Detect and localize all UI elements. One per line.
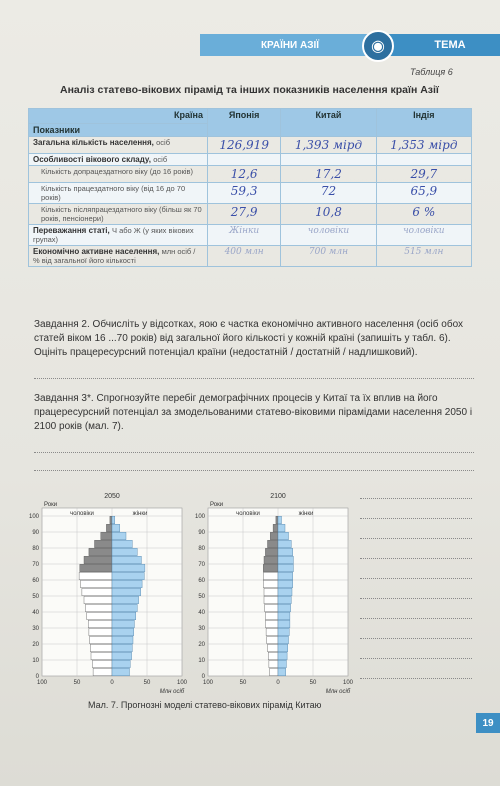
cell-china: 17,2: [281, 166, 376, 183]
y-tick-label: 60: [198, 578, 205, 584]
male-bar: [273, 524, 278, 531]
cell-china: [281, 154, 376, 166]
legend-female: жінки: [132, 511, 148, 517]
male-bar: [95, 540, 113, 547]
female-bar: [112, 540, 132, 547]
answer-line: [360, 678, 472, 679]
male-bar: [263, 572, 278, 579]
x-tick-label: 100: [202, 680, 214, 686]
female-bar: [112, 596, 139, 603]
row-sublabel: млн осіб / % від загальної його кількості: [33, 247, 196, 265]
cell-india: 65,9: [376, 183, 471, 204]
cell-japan: 59,3: [208, 183, 281, 204]
male-bar: [87, 612, 112, 619]
female-bar: [112, 652, 132, 659]
table-row: [29, 166, 472, 183]
male-bar: [89, 628, 112, 635]
female-bar: [278, 604, 291, 611]
male-bar: [79, 572, 112, 579]
row-indicator: [29, 183, 208, 204]
chart-title: 2050: [104, 493, 120, 500]
stats-table: [28, 108, 472, 267]
figure-caption: Мал. 7. Прогнозні моделі статево-вікових пірамід Китаю: [88, 700, 322, 710]
male-bar: [101, 532, 112, 539]
x-tick-label: 50: [73, 680, 81, 686]
answer-line: [360, 538, 472, 539]
answer-line: [360, 598, 472, 599]
x-tick-label: 100: [176, 680, 188, 686]
row-label: Особливості вікового складу,: [33, 155, 151, 164]
male-bar: [265, 548, 278, 555]
female-bar: [112, 668, 130, 675]
cell-japan: 27,9: [208, 204, 281, 225]
answer-line: [360, 558, 472, 559]
y-tick-label: 10: [198, 658, 205, 664]
male-bar: [270, 668, 278, 675]
cell-japan: [208, 154, 281, 166]
chart-title: 2100: [270, 493, 286, 500]
header-country: Країна: [29, 109, 208, 124]
cell-japan: 400 млн: [208, 246, 281, 267]
y-tick-label: 0: [201, 674, 205, 680]
row-sublabel: осіб: [153, 155, 168, 164]
male-bar: [266, 628, 278, 635]
female-bar: [278, 620, 290, 627]
header-india: Індія: [376, 109, 471, 137]
female-bar: [278, 588, 292, 595]
y-tick-label: 50: [32, 594, 39, 600]
answer-line: [360, 658, 472, 659]
male-bar: [82, 588, 112, 595]
male-bar: [268, 540, 279, 547]
male-bar: [264, 596, 278, 603]
female-bar: [278, 572, 293, 579]
male-bar: [93, 668, 112, 675]
female-bar: [112, 636, 133, 643]
female-bar: [278, 652, 287, 659]
female-bar: [112, 532, 126, 539]
x-axis-label: Млн осіб: [159, 689, 185, 695]
x-tick-label: 0: [276, 680, 280, 686]
answer-line: [34, 378, 474, 379]
female-bar: [112, 660, 130, 667]
cell-india: [376, 154, 471, 166]
answer-line: [360, 638, 472, 639]
female-bar: [278, 564, 293, 571]
x-tick-label: 50: [239, 680, 247, 686]
x-tick-label: 100: [342, 680, 354, 686]
globe-icon: ◉: [362, 30, 394, 62]
female-bar: [112, 644, 132, 651]
cell-japan: 126,919: [208, 137, 281, 154]
female-bar: [278, 532, 289, 539]
cell-india: 515 млн: [376, 246, 471, 267]
male-bar: [80, 564, 112, 571]
x-tick-label: 50: [143, 680, 151, 686]
female-bar: [278, 580, 293, 587]
y-axis-label: Роки: [44, 502, 58, 508]
y-tick-label: 50: [198, 594, 205, 600]
row-sublabel: осіб: [156, 138, 170, 147]
male-bar: [276, 516, 278, 523]
female-bar: [278, 628, 289, 635]
female-bar: [112, 612, 136, 619]
row-sublabel: Ч або Ж (у яких вікових групах): [33, 226, 194, 244]
y-tick-label: 40: [32, 610, 39, 616]
female-bar: [278, 668, 286, 675]
female-bar: [112, 628, 134, 635]
y-tick-label: 100: [194, 514, 205, 520]
y-axis-label: Роки: [210, 502, 224, 508]
male-bar: [90, 636, 112, 643]
row-label: Переважання статі,: [33, 226, 110, 235]
table-number: Таблиця 6: [410, 67, 453, 77]
y-tick-label: 60: [32, 578, 39, 584]
male-bar: [265, 620, 278, 627]
female-bar: [112, 604, 137, 611]
x-tick-label: 0: [110, 680, 114, 686]
row-indicator: [29, 137, 208, 154]
answer-line: [360, 618, 472, 619]
male-bar: [267, 636, 278, 643]
answer-line: [34, 452, 474, 453]
y-tick-label: 70: [198, 562, 205, 568]
legend-male: чоловіки: [70, 511, 94, 517]
table-row: [29, 183, 472, 204]
cell-india: 1,353 мірд: [376, 137, 471, 154]
female-bar: [278, 596, 291, 603]
y-tick-label: 20: [198, 642, 205, 648]
task-2-text: Завдання 2. Обчисліть у відсотках, яою є частка економічно активного населення (осіб обох статей віком 16 ...70 років) від загальної його кількості у кожній країні (запишіть у табл. 6). Оцініть працересурсний потенціал країни (недостатній / достатній / надлишковий).: [34, 319, 464, 358]
male-bar: [89, 548, 112, 555]
table-row: [29, 154, 472, 166]
table-title: Аналіз статево-вікових пірамід та інших показників населення країн Азії: [60, 84, 439, 96]
cell-china: 700 млн: [281, 246, 376, 267]
header-china: Китай: [281, 109, 376, 137]
male-bar: [91, 652, 112, 659]
y-tick-label: 80: [32, 546, 39, 552]
cell-china: 10,8: [281, 204, 376, 225]
section-title: КРАЇНИ АЗІЇ: [200, 34, 380, 56]
row-sublabel: Кількість післяпрацездатного віку (більш як 70 років, пенсіонери): [41, 205, 202, 223]
female-bar: [278, 516, 282, 523]
cell-china: 72: [281, 183, 376, 204]
table-row: [29, 204, 472, 225]
female-bar: [112, 516, 115, 523]
row-sublabel: Кількість допрацездатного віку (до 16 років): [41, 167, 194, 176]
male-bar: [92, 660, 112, 667]
y-tick-label: 20: [32, 642, 39, 648]
female-bar: [278, 636, 289, 643]
y-tick-label: 90: [32, 530, 39, 536]
female-bar: [112, 524, 120, 531]
row-indicator: [29, 154, 208, 166]
y-tick-label: 40: [198, 610, 205, 616]
male-bar: [81, 580, 113, 587]
row-label: Економічно активне населення,: [33, 247, 160, 256]
population-pyramids: [28, 480, 360, 695]
female-bar: [112, 556, 141, 563]
male-bar: [268, 644, 279, 651]
male-bar: [265, 612, 278, 619]
female-bar: [112, 580, 142, 587]
female-bar: [278, 556, 293, 563]
row-indicator: [29, 225, 208, 246]
answer-line: [360, 578, 472, 579]
male-bar: [84, 556, 112, 563]
cell-india: 29,7: [376, 166, 471, 183]
male-bar: [90, 644, 112, 651]
x-axis-label: Млн осіб: [325, 689, 351, 695]
y-tick-label: 100: [28, 514, 39, 520]
section-tag: ТЕМА: [434, 39, 466, 51]
male-bar: [270, 532, 278, 539]
cell-japan: Жінки: [208, 225, 281, 246]
answer-line: [360, 498, 472, 499]
row-sublabel: Кількість працездатного віку (від 16 до 70 років): [41, 184, 186, 202]
male-bar: [263, 564, 278, 571]
female-bar: [112, 620, 134, 627]
cell-india: чоловіки: [376, 225, 471, 246]
male-bar: [85, 604, 112, 611]
answer-line: [360, 518, 472, 519]
table-row: [29, 137, 472, 154]
male-bar: [88, 620, 112, 627]
female-bar: [278, 644, 288, 651]
cell-china: чоловіки: [281, 225, 376, 246]
y-tick-label: 70: [32, 562, 39, 568]
row-indicator: [29, 246, 208, 267]
answer-line: [34, 470, 474, 471]
male-bar: [106, 524, 112, 531]
table-row: [29, 246, 472, 267]
row-label: Загальна кількість населення,: [33, 138, 154, 147]
male-bar: [268, 652, 278, 659]
y-tick-label: 0: [35, 674, 39, 680]
female-bar: [112, 564, 145, 571]
header-indicators: Показники: [29, 124, 208, 137]
y-tick-label: 90: [198, 530, 205, 536]
legend-female: жінки: [298, 511, 314, 517]
cell-india: 6 %: [376, 204, 471, 225]
x-tick-label: 50: [309, 680, 317, 686]
legend-male: чоловіки: [236, 511, 260, 517]
row-indicator: [29, 166, 208, 183]
page-number: 19: [476, 713, 500, 733]
cell-japan: 12,6: [208, 166, 281, 183]
female-bar: [112, 548, 137, 555]
male-bar: [84, 596, 112, 603]
row-indicator: [29, 204, 208, 225]
female-bar: [278, 548, 293, 555]
female-bar: [112, 588, 141, 595]
female-bar: [278, 612, 290, 619]
male-bar: [265, 604, 278, 611]
female-bar: [278, 660, 286, 667]
y-tick-label: 30: [198, 626, 205, 632]
section-banner: [200, 34, 500, 56]
x-tick-label: 100: [36, 680, 48, 686]
header-japan: Японія: [208, 109, 281, 137]
female-bar: [278, 524, 285, 531]
male-bar: [263, 580, 278, 587]
male-bar: [264, 556, 278, 563]
female-bar: [112, 572, 144, 579]
table-body: [29, 137, 472, 267]
male-bar: [269, 660, 278, 667]
male-bar: [110, 516, 112, 523]
task-3-text: Завдання 3*. Спрогнозуйте перебіг демографічних процесів у Китаї та їх вплив на його працересурсний потенціал за змодельованими статево-віковими пірамідами населення 2050 і 2100 років (мал. 7).: [34, 393, 473, 432]
cell-china: 1,393 мірд: [281, 137, 376, 154]
y-tick-label: 30: [32, 626, 39, 632]
male-bar: [264, 588, 278, 595]
y-tick-label: 80: [198, 546, 205, 552]
table-row: [29, 225, 472, 246]
female-bar: [278, 540, 291, 547]
y-tick-label: 10: [32, 658, 39, 664]
